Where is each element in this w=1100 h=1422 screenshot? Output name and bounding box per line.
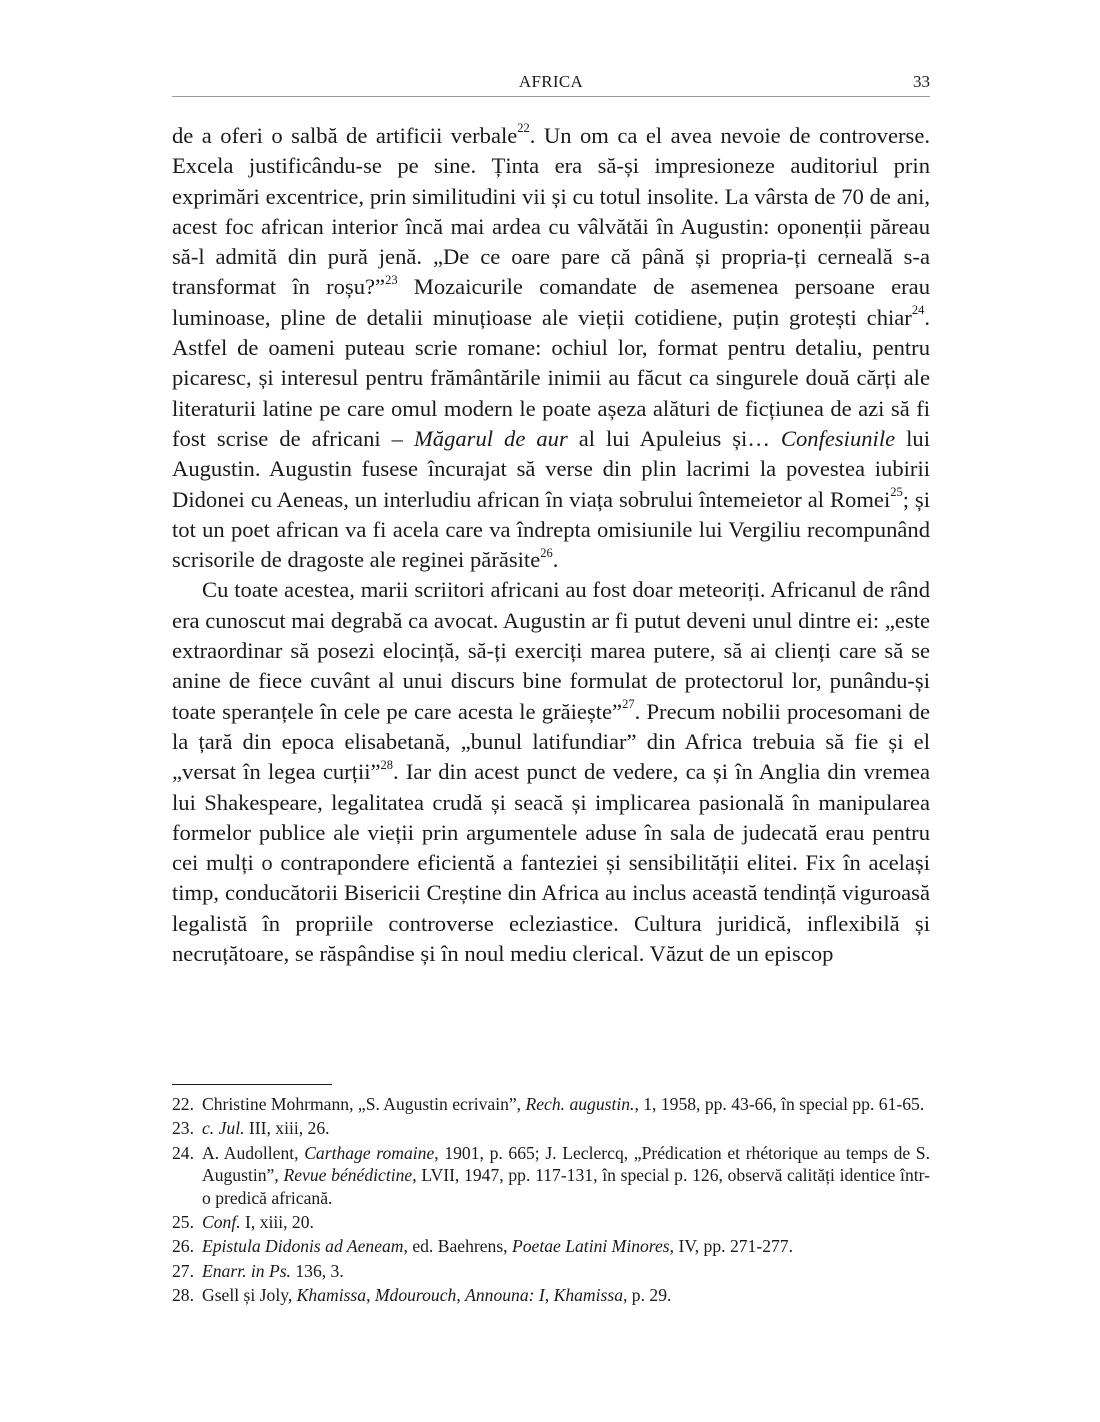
page-number: 33 xyxy=(913,72,930,91)
footnote-number: 22. xyxy=(172,1094,194,1114)
paragraph xyxy=(172,575,930,969)
italic-text: Rech. augustin. xyxy=(525,1094,635,1114)
italic-text: Khamissa xyxy=(553,1285,623,1306)
text-run: ; și tot un poet african va fi acela care va îndrepta omisiunile lui Vergiliu recompunând scrisorile de dragoste ale reginei părăsite xyxy=(172,486,930,573)
italic-text: Revue bénédictine xyxy=(283,1165,413,1186)
text-run: al lui Apuleius și… xyxy=(567,425,781,451)
text-run: Cu toate acestea, marii scriitori africani au fost doar meteoriți. Africanul de rând era cunoscut mai degrabă ca avocat. Augustin ar fi putut deveni unul dintre ei: „este extraordinar să posezi elocință, să-ți exerciți marea putere, să ai clienți care să se anine de fiece cuvânt al unui discurs bine formulat de protectorul lor, punându-și toate speranțele în cele pe care acesta le grăiește” xyxy=(172,577,930,724)
footnote xyxy=(172,1260,930,1282)
running-title: AFRICA xyxy=(518,72,584,91)
italic-text: Măgarul de aur xyxy=(413,425,568,451)
italic-text: Enarr. in Ps. xyxy=(202,1260,291,1281)
text-run: III, xiii, 26. xyxy=(244,1118,330,1139)
footnote-reference[interactable]: 22 xyxy=(517,121,530,136)
text-run: Christine Mohrmann, „S. Augustin ecrivain”, xyxy=(202,1094,526,1114)
footnote-number: 28. xyxy=(172,1285,194,1306)
italic-text: Khamissa xyxy=(296,1285,367,1306)
footnote-number: 24. xyxy=(172,1142,194,1163)
footnote-reference[interactable]: 25 xyxy=(890,485,903,500)
footnote-number: 26. xyxy=(172,1236,194,1257)
footnote-reference[interactable]: 23 xyxy=(385,272,398,287)
text-run: , xyxy=(456,1285,466,1306)
text-run: A. Audollent, xyxy=(202,1142,305,1163)
text-run: , p. 29. xyxy=(623,1285,672,1306)
footnote-reference[interactable]: 28 xyxy=(380,757,394,772)
footnote xyxy=(172,1093,930,1115)
footnote-reference[interactable]: 26 xyxy=(540,545,553,560)
footnote-number: 23. xyxy=(172,1118,194,1139)
text-run: , LVII, 1947, pp. 117-131, în special p. 126, observă calități identice într-o predică africană. xyxy=(202,1165,930,1208)
italic-text: c. Jul. xyxy=(202,1118,245,1139)
text-run: . Un om ca el avea nevoie de controverse. Excela justificându-se pe sine. Ținta era să-și impresioneze auditoriul prin exprimări excentrice, prin similitudini vii și cu totul insolite. La vârsta de 70 de ani, acest foc african interior încă mai ardea cu vâlvătăi în Augustin: oponenții păreau să-l admită din pură jenă. „De ce oare pare că până și propria-ți cerneală s-a transformat în roșu?” xyxy=(172,123,930,300)
text-run: , xyxy=(366,1285,375,1306)
text-run: . Astfel de oameni puteau scrie romane: ochiul lor, format pentru detaliu, pentru picaresc, și interesul pentru frământările inimii au făcut ca singurele două cărți ale literaturii latine pe care omul modern le poate așeza alături de ficțiunea de azi să fi fost scrise de africani – xyxy=(172,304,930,451)
footnote xyxy=(172,1142,930,1209)
footnote-separator xyxy=(172,1084,332,1085)
footnote-number: 27. xyxy=(172,1260,194,1281)
italic-text: Confesiunile xyxy=(780,425,896,451)
footnote xyxy=(172,1284,930,1306)
footnote xyxy=(172,1211,930,1233)
text-run: . xyxy=(552,547,559,573)
text-run: , xyxy=(544,1285,554,1306)
text-run: lui Augustin. Augustin fusese încurajat să verse din plin lacrimi la povestea iubirii Didonei cu Aeneas, un interludiu african în viața sobrului întemeietor al Romei xyxy=(172,425,930,512)
text-run: , IV, pp. 271-277. xyxy=(669,1236,793,1257)
text-run: I, xiii, 20. xyxy=(240,1212,314,1233)
paragraph xyxy=(172,121,930,575)
text-run: de a oferi o salbă de artificii verbale xyxy=(172,123,518,148)
text-run: , ed. Baehrens, xyxy=(403,1236,512,1257)
italic-text: Poetae Latini Minores xyxy=(511,1236,670,1257)
text-run: , 1901, p. 665; J. Leclercq, „Prédication et rhétorique au temps de S. Augustin”, xyxy=(202,1142,930,1186)
italic-text: Epistula Didonis ad Aeneam xyxy=(202,1236,404,1257)
text-run: Mozaicurile comandate de asemenea persoane erau luminoase, pline de detalii minuțioase ale vieții cotidiene, puțin grotești chiar xyxy=(172,274,930,330)
italic-text: Mdourouch xyxy=(374,1285,457,1306)
footnote-reference[interactable]: 27 xyxy=(622,697,635,712)
footnotes xyxy=(172,1093,930,1309)
footnote xyxy=(172,1235,930,1257)
text-run: , 1, 1958, pp. 43-66, în special pp. 61-65. xyxy=(634,1094,925,1114)
running-header xyxy=(172,68,930,97)
footnote-number: 25. xyxy=(172,1212,194,1233)
footnote xyxy=(172,1117,930,1139)
text-run: . Precum nobilii procesomani de la țară din epoca elisabetană, „bunul latifundiar” din Africa trebuia să fie și el „versat în legea curții” xyxy=(172,698,931,785)
text-run: Gsell și Joly, xyxy=(202,1285,297,1306)
text-run: . Iar din acest punct de vedere, ca și în Anglia din vremea lui Shakespeare, legalitatea crudă și seacă și implicarea pasională în manipularea formelor publice ale vieții prin argumentele aduse în sala de judecată erau pentru cei mulți o contrapondere eficientă a fanteziei și sensibilității elitei. Fix în același timp, conducătorii Bisericii Creștine din Africa au inclus această tendință viguroasă legalistă în propriile controverse ecleziastice. Cultura juridică, inflexibilă și necruțătoare, se răspândise și în noul mediu clerical. Văzut de un episcop xyxy=(172,759,930,967)
italic-text: Carthage romaine xyxy=(304,1142,435,1163)
body-text xyxy=(172,121,930,969)
italic-text: Conf. xyxy=(202,1212,241,1233)
italic-text: Announa: I xyxy=(465,1285,545,1306)
text-run: 136, 3. xyxy=(290,1260,344,1281)
footnote-reference[interactable]: 24 xyxy=(911,303,925,318)
